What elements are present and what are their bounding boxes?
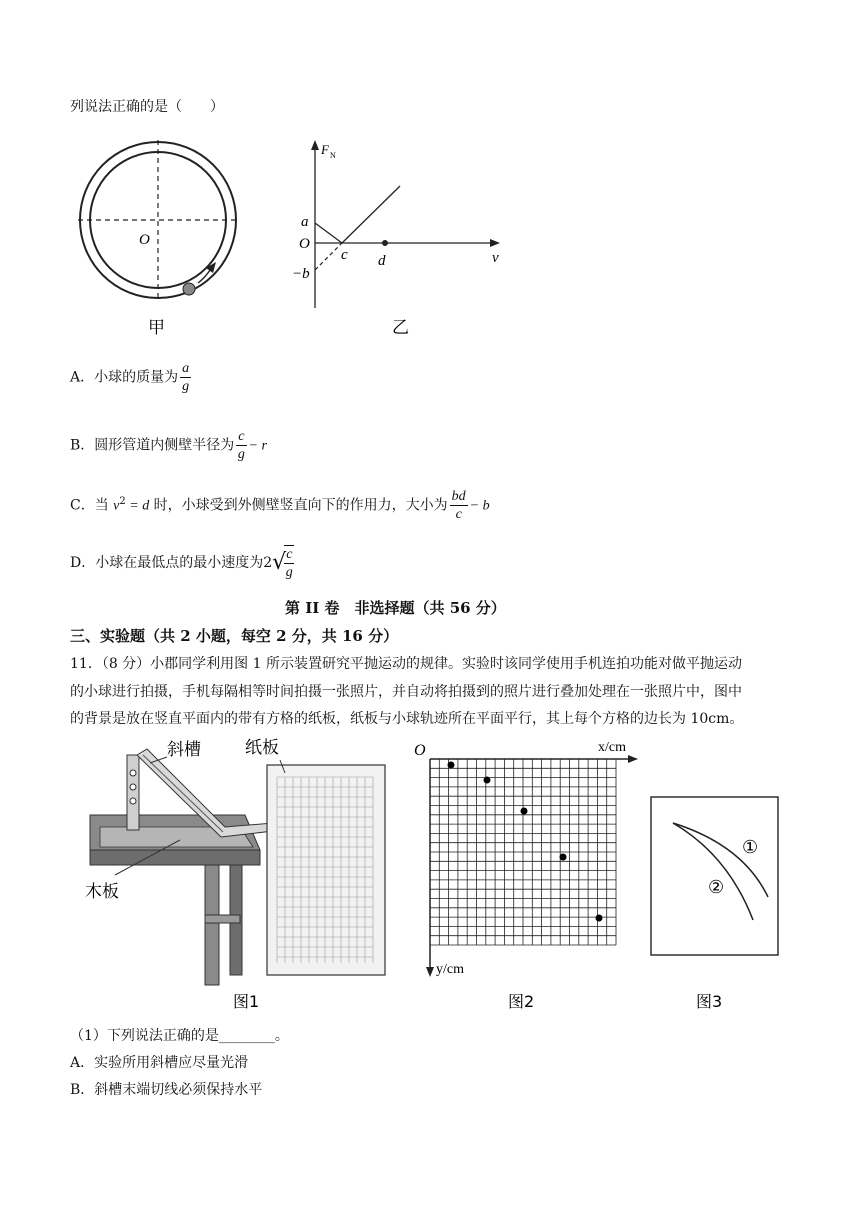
label-chute: 斜槽	[167, 740, 201, 760]
section-title: 第 II 卷 非选择题（共 56 分）	[285, 599, 506, 617]
y-axis-sub: N	[330, 151, 336, 160]
option-c: C．当 $v^2 = d$ 时，小球受到外侧壁竖直向下的作用力，大小为 $\frac{bd}{c}$ − b	[70, 489, 490, 522]
caption-yi: 乙	[392, 318, 409, 338]
q11-option-b: B．斜槽末端切线必须保持水平	[70, 1082, 263, 1098]
figure-2-grid	[410, 735, 650, 1015]
label-origin: O	[414, 742, 426, 759]
point-1	[448, 762, 455, 769]
y-axis-label: F	[321, 142, 329, 157]
point-4	[560, 854, 567, 861]
center-label: O	[139, 232, 150, 248]
label-a: a	[301, 214, 309, 230]
label-curve-2: ②	[708, 877, 725, 898]
label-board: 木板	[85, 882, 119, 902]
q11-line1: 11．（8 分）小郡同学利用图 1 所示装置研究平抛运动的规律。实验时该同学使用手机连拍功能对做平抛运动	[70, 656, 742, 672]
ball	[183, 283, 195, 295]
q11-option-a: A．实验所用斜槽应尽量光滑	[70, 1055, 249, 1071]
figure-jia	[70, 145, 250, 345]
option-a: A．小球的质量为 $\frac{a}{g}$	[70, 361, 190, 394]
caption-fig2: 图2	[508, 992, 535, 1011]
figure-yi	[290, 138, 520, 338]
caption-fig1: 图1	[233, 992, 260, 1011]
label-origin: O	[299, 236, 310, 252]
label-neg-b: −b	[292, 266, 310, 282]
figure-1-apparatus	[75, 735, 405, 1015]
label-paper: 纸板	[245, 738, 279, 758]
label-d: d	[378, 253, 386, 269]
point-5	[596, 915, 603, 922]
part3-title: 三、实验题（共 2 小题，每空 2 分，共 16 分）	[70, 627, 399, 645]
caption-jia: 甲	[148, 318, 165, 338]
label-x-axis: x/cm	[598, 740, 626, 755]
x-axis-label: v	[492, 250, 499, 266]
point-3	[521, 808, 528, 815]
point-2	[484, 777, 491, 784]
option-d: D．小球在最低点的最小速度为2√ $\frac{c}{g}$	[70, 547, 293, 580]
label-y-axis: y/cm	[436, 962, 464, 977]
q11-line2: 的小球进行拍摄，手机每隔相等时间拍摄一张照片，并自动将拍摄到的照片进行叠加处理在一张照片中，图中	[70, 684, 742, 700]
figure-3-curves	[648, 735, 788, 1015]
q10-stem-tail: 列说法正确的是（ ）	[70, 99, 224, 115]
caption-fig3: 图3	[696, 992, 723, 1011]
option-b: B．圆形管道内侧壁半径为 $\frac{c}{g}$ − r	[70, 429, 267, 462]
label-curve-1: ①	[742, 837, 759, 858]
label-c: c	[341, 247, 348, 263]
q11-line3: 的背景是放在竖直平面内的带有方格的纸板，纸板与小球轨迹所在平面平行，其上每个方格的边长为 10cm。	[70, 711, 744, 727]
q11-sub1: （1）下列说法正确的是________。	[70, 1028, 289, 1044]
